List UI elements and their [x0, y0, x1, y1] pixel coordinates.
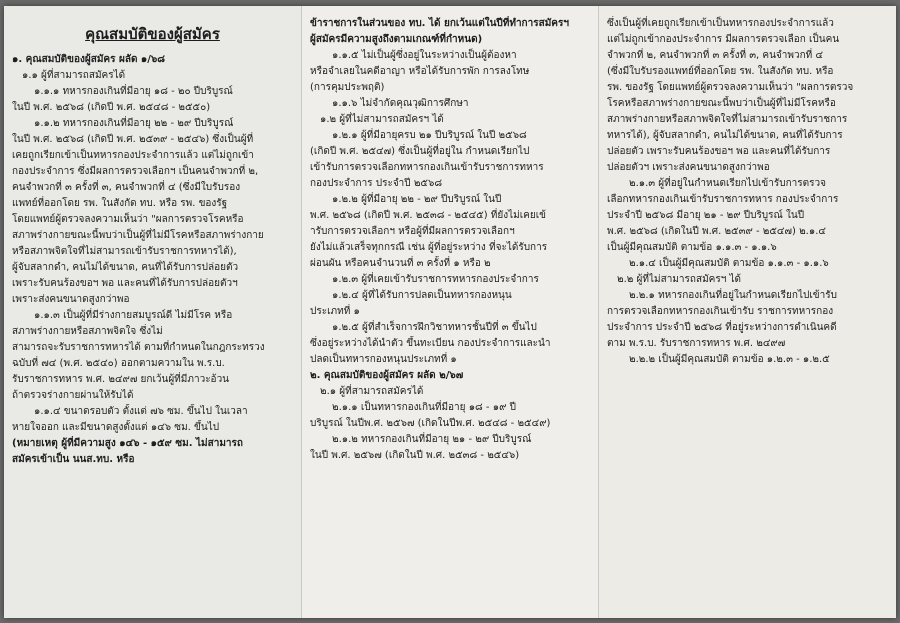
text-line: (การคุมประพฤติ): [310, 82, 385, 93]
text-line: สภาพร่างกายขณะนี้พบว่าเป็นผู้ที่ไม่มีโรคหรือสภาพร่างกาย: [12, 230, 264, 241]
text-line: เพราะรับคนร้องขอฯ พอ และคนที่ได้รับการปล่อยตัวฯ: [12, 278, 238, 289]
text-line: ทหารได้), ผู้จับสลากดำ, คนไม่ได้ขนาด, คนที่ได้รับการ: [607, 130, 843, 141]
text-line: โรคหรือสภาพร่างกายขณะนี้พบว่าเป็นผู้ที่ไม่มีโรคหรือ: [607, 98, 836, 109]
text-line: กองประจำการ ประจำปี ๒๕๖๘: [310, 178, 443, 189]
text-line: พ.ศ. ๒๕๖๘ (เกิดในปี พ.ศ. ๒๕๓๙ - ๒๕๔๗) ๒.๑.๔: [607, 226, 826, 237]
text-line: จำพวกที่ ๒, คนจำพวกที่ ๓ ครั้งที่ ๓, คนจำพวกที่ ๔: [607, 50, 824, 61]
text-line: ๑.๒.๑ ผู้ที่มีอายุครบ ๒๑ ปีบริบูรณ์ ในปี ๒๕๖๘: [332, 130, 527, 141]
panel-left: [4, 6, 301, 618]
text-line: โดยแพทย์ผู้ตรวจลงความเห็นว่า "ผลการตรวจโรคหรือ: [12, 214, 244, 225]
text-line: การตรวจเลือกทหารกองเกินเข้ารับ ราชการทหารกอง: [607, 306, 834, 317]
panel-left-text: [12, 52, 293, 468]
text-line: ข้าราชการในส่วนของ ทบ. ได้ ยกเว้นแต่ในปีที่ทำการสมัครฯ: [310, 18, 569, 29]
text-line: ประเภทที่ ๑: [310, 306, 360, 317]
text-line: ๒.๑.๓ ผู้ที่อยู่ในกำหนดเรียกไปเข้ารับการตรวจ: [629, 178, 826, 189]
text-line: ปล่อยตัว เพราะรับคนร้องขอฯ พอ และคนที่ได้รับการ: [607, 146, 831, 157]
text-line: ๒.๒.๑ ทหารกองเกินที่อยู่ในกำหนดเรียกไปเข้ารับ: [629, 290, 837, 301]
text-line: รับราชการทหาร พ.ศ. ๒๔๙๗ ยกเว้นผู้ที่มีภาวะอ้วน: [12, 374, 230, 385]
printed-sheet: [4, 6, 896, 618]
text-line: ยังไม่แล้วเสร็จทุกกรณี เช่น ผู้ที่อยู่ระหว่าง ที่จะได้รับการ: [310, 242, 548, 253]
text-line: กองประจำการ ซึ่งมีผลการตรวจเลือกฯ เป็นคนจำพวกที่ ๒,: [12, 166, 259, 177]
text-line: สภาพร่างกายหรือสภาพจิตใจที่ไม่สามารถเข้ารับราชการ: [607, 114, 848, 125]
text-line: ๑.๒.๒ ผู้ที่มีอายุ ๒๒ - ๒๙ ปีบริบูรณ์ ในปี: [332, 194, 502, 205]
text-line: แพทย์ที่ออกโดย รพ. ในสังกัด ทบ. หรือ รพ. ของรัฐ: [12, 198, 228, 209]
text-line: ปลดเป็นทหารกองหนุนประเภทที่ ๑: [310, 354, 457, 365]
text-line: ๑. คุณสมบัติของผู้สมัคร ผลัด ๑/๖๘: [12, 54, 165, 65]
text-line: ๒.๑.๔ เป็นผู้มีคุณสมบัติ ตามข้อ ๑.๑.๓ - ๑.๑.๖: [629, 258, 829, 269]
text-line: สมัครเข้าเป็น นนส.ทบ. หรือ: [12, 454, 135, 465]
text-line: แต่ไม่ถูกเข้ากองประจำการ มีผลการตรวจเลือก เป็นคน: [607, 34, 840, 45]
text-line: ๒.๑ ผู้ที่สามารถสมัครได้: [320, 386, 424, 397]
text-line: ๑.๒.๔ ผู้ที่ได้รับการปลดเป็นทหารกองหนุน: [332, 290, 512, 301]
text-line: ซึ่งอยู่ระหว่างได้นำตัว ขึ้นทะเบียน กองประจำการและนำ: [310, 338, 551, 349]
text-line: ตาม พ.ร.บ. รับราชการทหาร พ.ศ. ๒๔๙๗: [607, 338, 786, 349]
panel-middle: [301, 6, 598, 618]
text-line: เคยถูกเรียกเข้าเป็นทหารกองประจำการแล้ว แต่ไม่ถูกเข้า: [12, 150, 254, 161]
text-line: เป็นผู้มีคุณสมบัติ ตามข้อ ๑.๑.๓ - ๑.๑.๖: [607, 242, 777, 253]
text-line: ๒.๑.๒ ทหารกองเกินที่มีอายุ ๒๑ - ๒๙ ปีบริบูรณ์: [332, 434, 532, 445]
text-line: ประจำการ ประจำปี ๒๕๖๘ ที่อยู่ระหว่างการดำเนินคดี: [607, 322, 837, 333]
text-line: ประจำปี ๒๕๖๘ มีอายุ ๒๑ - ๒๙ ปีบริบูรณ์ ในปี: [607, 210, 805, 221]
text-line: ในปี พ.ศ. ๒๕๖๘ (เกิดปี พ.ศ. ๒๕๔๘ - ๒๕๕๐): [12, 102, 211, 113]
text-line: ผ่อนผัน หรือคนจำนวนที่ ๓ ครั้งที่ ๑ หรือ ๒: [310, 258, 491, 269]
text-line: ๑.๒.๓ ผู้ที่เคยเข้ารับราชการทหารกองประจำการ: [332, 274, 539, 285]
text-line: ๑.๑ ผู้ที่สามารถสมัครได้: [22, 70, 126, 81]
text-line: บริบูรณ์ ในปีพ.ศ. ๒๕๖๗ (เกิดในปีพ.ศ. ๒๕๔๘ - ๒๕๔๙): [310, 418, 551, 429]
text-line: ฉบับที่ ๗๔ (พ.ศ. ๒๕๔๐) ออกตามความใน พ.ร.บ.: [12, 358, 225, 369]
text-line: หรือจำเลยในคดีอาญา หรือได้รับการพัก การลงโทษ: [310, 66, 530, 77]
panel-middle-text: [310, 16, 590, 464]
text-line: (ซึ่งมีใบรับรองแพทย์ที่ออกโดย รพ. ในสังกัด ทบ. หรือ: [607, 66, 834, 77]
text-line: ผู้สมัครมีความสูงถึงตามเกณฑ์ที่กำหนด): [310, 34, 483, 45]
text-line: หรือสภาพจิตใจที่ไม่สามารถเข้ารับราชการทหารได้),: [12, 246, 237, 257]
text-line: ๑.๒ ผู้ที่ไม่สามารถสมัครฯ ได้: [320, 114, 444, 125]
text-line: เลือกทหารกองเกินเข้ารับราชการทหาร กองประจำการ: [607, 194, 839, 205]
text-line: ารับการตรวจเลือกฯ หรือผู้ที่มีผลการตรวจเลือกฯ: [310, 226, 515, 237]
text-line: ถ้าตรวจร่างกายผ่านให้รับได้: [12, 390, 134, 401]
text-line: (เกิดปี พ.ศ. ๒๕๔๗) ซึ่งเป็นผู้ที่อยู่ใน กำหนดเรียกไป: [310, 146, 530, 157]
text-line: ๒.๒ ผู้ที่ไม่สามารถสมัครฯ ได้: [617, 274, 742, 285]
panel-right-text: [607, 16, 888, 368]
text-line: ซึ่งเป็นผู้ที่เคยถูกเรียกเข้าเป็นทหารกองประจำการแล้ว: [607, 18, 834, 29]
text-line: เพราะส่งคนขนาดสูงกว่าพอ: [12, 294, 130, 305]
panel-right: [598, 6, 896, 618]
text-line: สามารถจะรับราชการทหารได้ ตามที่กำหนดในกฎกระทรวง: [12, 342, 265, 353]
text-line: ๑.๑.๔ ขนาดรอบตัว ตั้งแต่ ๗๖ ซม. ขึ้นไป ในเวลา: [34, 406, 248, 417]
text-line: ผู้จับสลากดำ, คนไม่ได้ขนาด, คนที่ได้รับการปล่อยตัว: [12, 262, 239, 273]
text-line: ปล่อยตัวฯ เพราะส่งคนขนาดสูงกว่าพอ: [607, 162, 770, 173]
text-line: พ.ศ. ๒๕๖๘ (เกิดปี พ.ศ. ๒๕๓๘ - ๒๕๔๕) ที่ยังไม่เคยเข้: [310, 210, 546, 221]
text-line: ๒.๒.๒ เป็นผู้มีคุณสมบัติ ตามข้อ ๑.๒.๓ - ๑.๒.๕: [629, 354, 830, 365]
text-line: ในปี พ.ศ. ๒๕๖๘ (เกิดปี พ.ศ. ๒๕๓๙ - ๒๕๔๖) ซึ่งเป็นผู้ที่: [12, 134, 254, 145]
text-line: ๑.๑.๕ ไม่เป็นผู้ซึ่งอยู่ในระหว่างเป็นผู้ต้องหา: [332, 50, 517, 61]
text-line: ๒. คุณสมบัติของผู้สมัคร ผลัด ๒/๖๗: [310, 370, 464, 381]
text-line: (หมายเหตุ ผู้ที่มีความสูง ๑๔๖ - ๑๕๙ ซม. ไม่สามารถ: [12, 438, 243, 449]
text-line: หายใจออก และมีขนาดสูงตั้งแต่ ๑๔๖ ซม. ขึ้นไป: [12, 422, 220, 433]
text-line: ๑.๑.๓ เป็นผู้ที่มีร่างกายสมบูรณ์ดี ไม่มีโรค หรือ: [34, 310, 233, 321]
text-line: ๑.๒.๕ ผู้ที่สำเร็จการฝึกวิชาทหารชั้นปีที่ ๓ ขึ้นไป: [332, 322, 537, 333]
text-line: ๑.๑.๒ ทหารกองเกินที่มีอายุ ๒๒ - ๒๙ ปีบริบูรณ์: [34, 118, 234, 129]
text-line: ๑.๑.๑ ทหารกองเกินที่มีอายุ ๑๘ - ๒๐ ปีบริบูรณ์: [34, 86, 233, 97]
text-line: ๑.๑.๖ ไม่จำกัดคุณวุฒิการศึกษา: [332, 98, 469, 109]
text-line: ๒.๑.๑ เป็นทหารกองเกินที่มีอายุ ๑๘ - ๑๙ ปี: [332, 402, 516, 413]
document-title: คุณสมบัติของผู้สมัคร: [85, 25, 220, 43]
text-line: ในปี พ.ศ. ๒๕๖๗ (เกิดในปี พ.ศ. ๒๕๓๘ - ๒๕๔๖): [310, 450, 520, 461]
text-line: เข้ารับการตรวจเลือกทหารกองเกินเข้ารับราชการทหาร: [310, 162, 544, 173]
text-line: รพ. ของรัฐ โดยแพทย์ผู้ตรวจลงความเห็นว่า "ผลการตรวจ: [607, 82, 854, 93]
text-line: สภาพร่างกายหรือสภาพจิตใจ ซึ่งไม่: [12, 326, 163, 337]
text-line: คนจำพวกที่ ๓ ครั้งที่ ๓, คนจำพวกที่ ๔ (ซึ่งมีใบรับรอง: [12, 182, 241, 193]
